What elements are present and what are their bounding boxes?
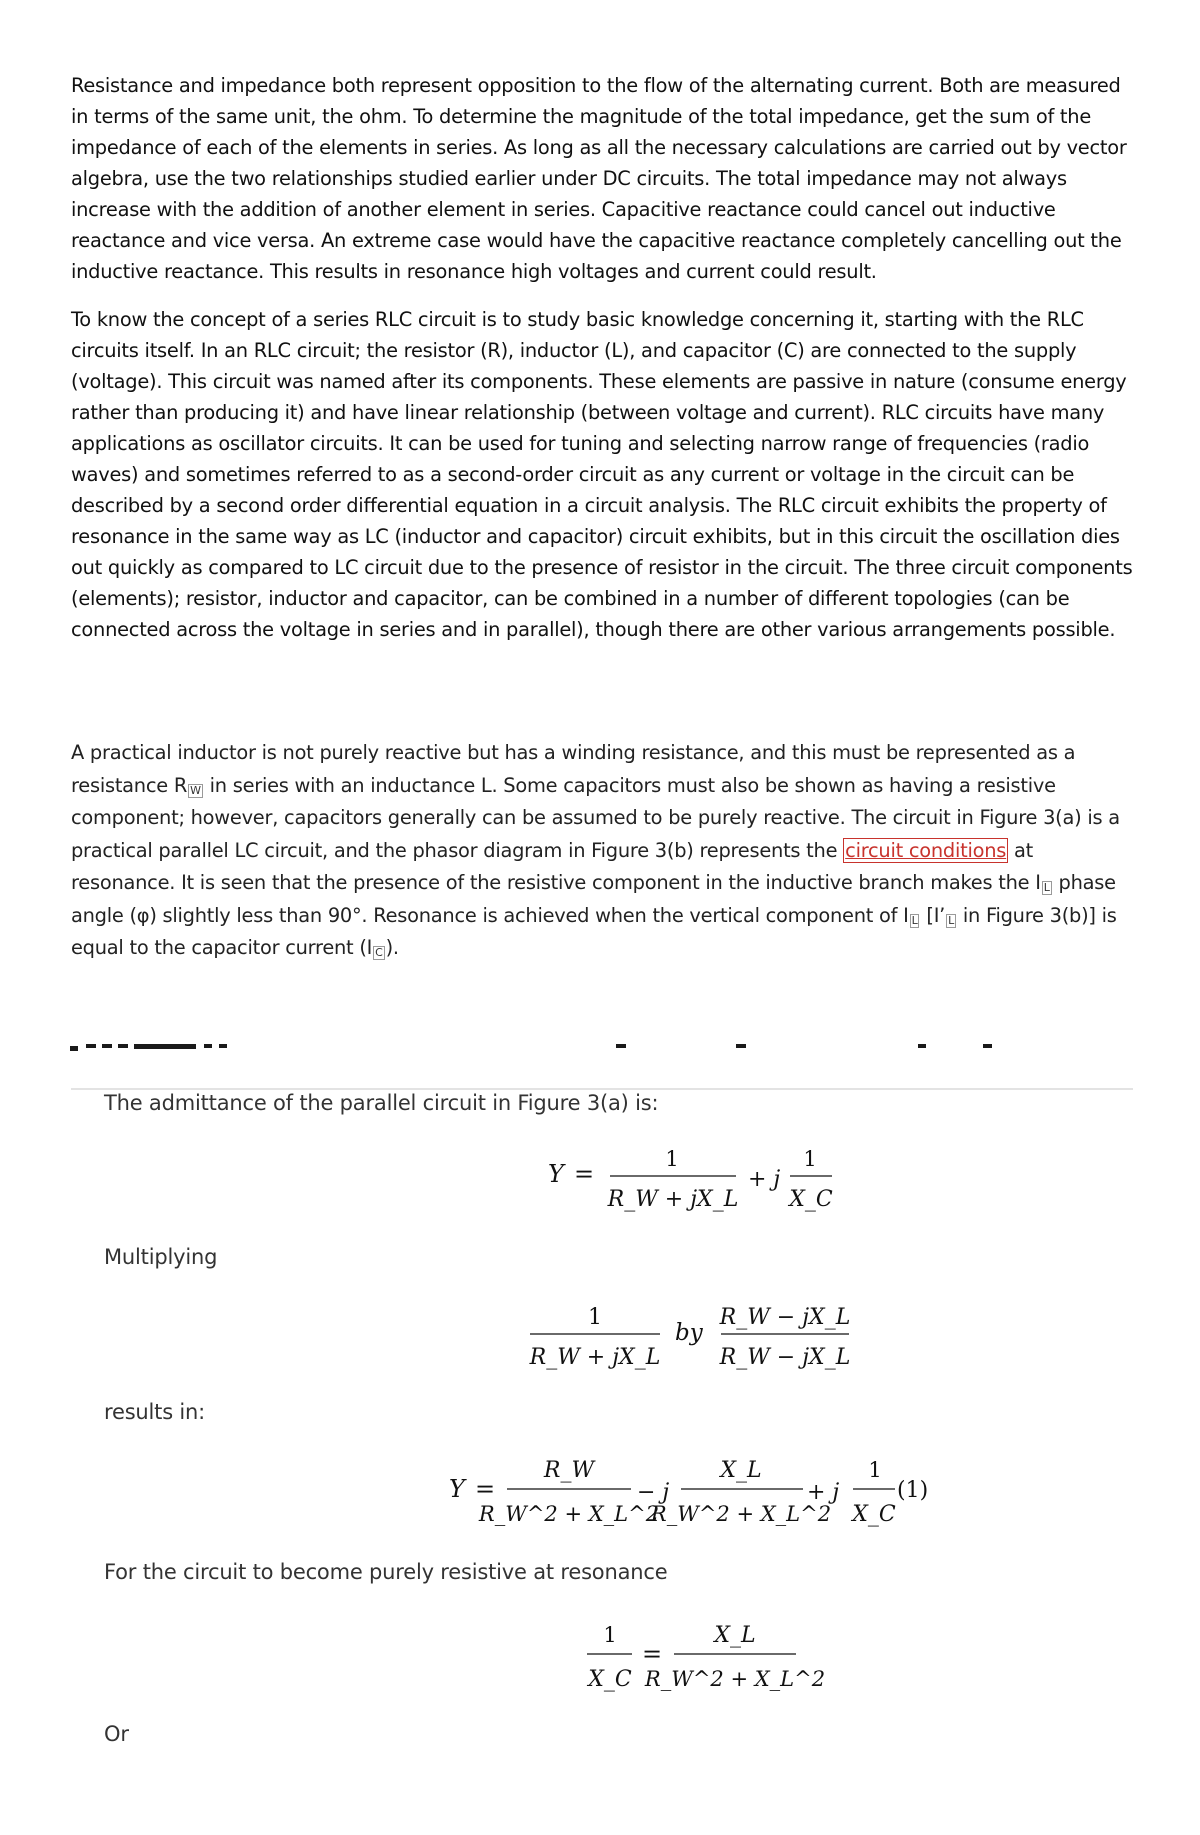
paragraph-practical-inductor bbox=[71, 737, 1133, 965]
text-segment: phase angle (φ) slightly less than 90°. Resonance is achieved when the vertical component of I bbox=[71, 871, 1116, 927]
eq-operator: + j bbox=[748, 1167, 781, 1192]
subscript-l: L bbox=[948, 913, 954, 927]
eq-symbol-y: Y bbox=[449, 1475, 465, 1503]
eq-numerator: R_W bbox=[543, 1458, 595, 1483]
clipped-glyph-fragment bbox=[616, 1044, 626, 1048]
subscript-c: C bbox=[375, 946, 383, 959]
eq-numerator: X_L bbox=[714, 1623, 756, 1648]
clipped-glyph-fragment bbox=[918, 1044, 926, 1048]
eq-denominator: R_W + jX_L bbox=[607, 1187, 739, 1212]
eq-numerator: 1 bbox=[803, 1147, 817, 1171]
text-segment: ). bbox=[385, 936, 399, 959]
eq-denominator: X_C bbox=[789, 1187, 833, 1212]
results-in-label: results in: bbox=[104, 1400, 206, 1424]
eq-numerator: 1 bbox=[665, 1147, 679, 1171]
text-segment: in Figure 3(b)] is equal to the capacitor current (I bbox=[71, 903, 1117, 959]
admittance-label: The admittance of the parallel circuit in Figure 3(a) is: bbox=[104, 1091, 659, 1115]
subscript-l: L bbox=[1043, 881, 1050, 894]
text-segment: A practical inductor is not purely reactive but has a winding resistance, and this must be represented as a resistance R bbox=[71, 741, 1076, 797]
admittance-result-equation bbox=[445, 1445, 940, 1535]
paragraph-rlc-circuit: To know the concept of a series RLC circuit is to study basic knowledge concerning it, starting with the RLC circuits itself. In an RLC circuit; the resistor (R), inductor (L), and capacitor (C) are connected to the supply (voltage). This circuit was named after its components. These elements are passive in nature (consume energy rather than producing it) and have linear relationship (between voltage and current). RLC circuits have many applications as oscillator circuits. It can be used for tuning and selecting narrow range of frequencies (radio waves) and sometimes referred to as a second-order circuit as any current or voltage in the circuit can be described by a second order differential equation in a circuit analysis. The RLC circuit exhibits the property of resonance in the same way as LC (inductor and capacitor) circuit exhibits, but in this circuit the oscillation dies out quickly as compared to LC circuit due to the presence of resistor in the circuit. The three circuit components (elements); resistor, inductor and capacitor, can be combined in a number of different topologies (can be connected across the voltage in series and in parallel), though there are other various arrangements possible. bbox=[71, 308, 1133, 641]
eq-numerator: R_W − jX_L bbox=[719, 1305, 851, 1330]
eq-equals: = bbox=[574, 1160, 595, 1188]
eq-denominator: X_C bbox=[852, 1502, 896, 1527]
eq-operator: + j bbox=[807, 1480, 840, 1505]
equation-number: (1) bbox=[897, 1478, 929, 1503]
clipped-glyph-fragment bbox=[70, 1046, 78, 1051]
section-divider bbox=[71, 1088, 1133, 1090]
text-segment: [I’ bbox=[920, 903, 946, 927]
eq-symbol-y: Y bbox=[548, 1160, 564, 1188]
resonance-condition-equation bbox=[582, 1610, 826, 1700]
eq-numerator: 1 bbox=[603, 1623, 617, 1647]
clipped-glyph-fragment bbox=[204, 1044, 212, 1048]
eq-denominator: R_W^2 + X_L^2 bbox=[650, 1502, 832, 1526]
eq-denominator: X_C bbox=[588, 1667, 632, 1692]
eq-operator: − j bbox=[637, 1480, 670, 1505]
eq-numerator: X_L bbox=[720, 1458, 762, 1483]
admittance-equation bbox=[540, 1140, 840, 1220]
clipped-glyph-fragment bbox=[736, 1044, 746, 1048]
multiplying-label: Multiplying bbox=[104, 1245, 218, 1269]
clipped-glyph-fragment bbox=[86, 1044, 96, 1048]
eq-denominator: R_W^2 + X_L^2 bbox=[644, 1667, 826, 1691]
text-segment: in series with an inductance L. Some capacitors must also be shown as having a resistive component; however, capacitors generally can be assumed to be purely reactive. The circuit in Figure 3(a) is a practical parallel LC circuit, and the phasor diagram in Figure 3(b) represents the bbox=[71, 773, 1120, 862]
eq-denominator: R_W − jX_L bbox=[719, 1345, 851, 1370]
eq-by: by bbox=[675, 1320, 703, 1346]
clipped-glyph-fragment bbox=[118, 1044, 128, 1048]
purely-resistive-label: For the circuit to become purely resistive at resonance bbox=[104, 1560, 668, 1584]
eq-equals: = bbox=[475, 1475, 496, 1503]
clipped-glyph-fragment bbox=[219, 1044, 227, 1048]
eq-numerator: 1 bbox=[588, 1305, 602, 1330]
eq-equals: = bbox=[642, 1640, 663, 1668]
or-label: Or bbox=[104, 1722, 129, 1746]
multiplier-equation bbox=[525, 1292, 855, 1382]
subscript-w: W bbox=[190, 783, 201, 797]
subscript-l: L bbox=[911, 913, 918, 927]
text-segment: at resonance. It is seen that the presence of the resistive component in the inductive branch makes the I bbox=[71, 838, 1041, 894]
clipped-glyph-fragment bbox=[102, 1044, 112, 1048]
circuit-conditions-link[interactable]: circuit conditions bbox=[845, 838, 1007, 862]
clipped-glyph-fragment bbox=[983, 1044, 992, 1048]
eq-denominator: R_W + jX_L bbox=[529, 1345, 661, 1370]
clipped-glyph-fragment bbox=[134, 1044, 196, 1049]
eq-numerator: 1 bbox=[868, 1458, 882, 1482]
eq-denominator: R_W^2 + X_L^2 bbox=[478, 1502, 660, 1526]
paragraph-impedance: Resistance and impedance both represent opposition to the flow of the alternating current. Both are measured in terms of the same unit, the ohm. To determine the magnitude of the total impedance, get the sum of the impedance of each of the elements in series. As long as all the necessary calculations are carried out by vector algebra, use the two relationships studied earlier under DC circuits. The total impedance may not always increase with the addition of another element in series. Capacitive reactance could cancel out inductive reactance and vice versa. An extreme case would have the capacitive reactance completely cancelling out the inductive reactance. This results in resonance high voltages and current could result. bbox=[71, 74, 1127, 283]
